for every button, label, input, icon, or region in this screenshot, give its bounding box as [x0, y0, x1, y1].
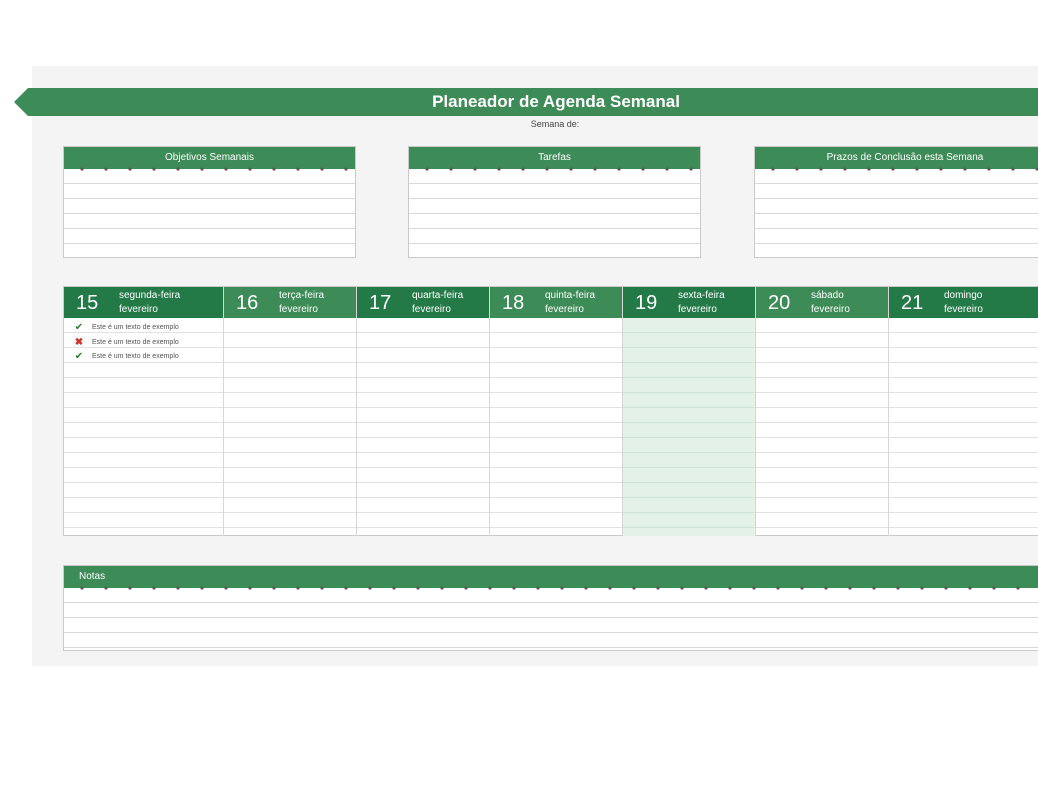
check-icon: ✔	[74, 321, 84, 333]
panel-lines[interactable]	[755, 169, 1038, 257]
panel-lines[interactable]	[64, 169, 355, 257]
day-number: 15	[76, 292, 99, 314]
day-header	[889, 287, 1038, 318]
day-number: 16	[236, 292, 259, 314]
day-header	[224, 287, 356, 318]
day-column-sunday[interactable]	[889, 287, 1038, 536]
task-text: Este é um texto de exemplo	[92, 323, 179, 331]
day-column-thursday[interactable]	[490, 287, 623, 536]
cross-icon: ✖	[74, 336, 84, 348]
notes-lines[interactable]	[64, 588, 1038, 650]
panel-weekly-goals[interactable]	[63, 146, 356, 258]
day-weekday: domingo	[944, 290, 983, 301]
day-body[interactable]	[357, 318, 489, 536]
panel-deadlines[interactable]	[754, 146, 1038, 258]
day-month: fevereiro	[279, 304, 318, 315]
day-month: fevereiro	[412, 304, 451, 315]
notes-title: Notas	[64, 566, 1038, 588]
day-number: 17	[369, 292, 392, 314]
day-column-saturday[interactable]	[756, 287, 889, 536]
check-icon: ✔	[74, 350, 84, 362]
day-header	[490, 287, 622, 318]
day-header	[756, 287, 888, 318]
panel-tasks[interactable]	[408, 146, 701, 258]
day-body[interactable]	[756, 318, 888, 536]
day-number: 18	[502, 292, 525, 314]
day-header	[64, 287, 223, 318]
panel-deadlines-title: Prazos de Conclusão esta Semana	[755, 147, 1038, 169]
day-month: fevereiro	[811, 304, 850, 315]
day-column-tuesday[interactable]	[224, 287, 357, 536]
day-column-monday[interactable]	[64, 287, 224, 536]
task-item[interactable]	[72, 320, 179, 334]
day-weekday: sexta-feira	[678, 290, 725, 301]
day-column-friday[interactable]	[623, 287, 756, 536]
task-item[interactable]	[72, 335, 179, 349]
day-month: fevereiro	[545, 304, 584, 315]
day-month: fevereiro	[119, 304, 158, 315]
week-grid	[63, 286, 1038, 536]
day-weekday: sábado	[811, 290, 844, 301]
panel-weekly-goals-title: Objetivos Semanais	[64, 147, 355, 169]
day-column-wednesday[interactable]	[357, 287, 490, 536]
day-weekday: quinta-feira	[545, 290, 596, 301]
day-header	[357, 287, 489, 318]
day-weekday: segunda-feira	[119, 290, 181, 301]
day-header	[623, 287, 755, 318]
day-month: fevereiro	[678, 304, 717, 315]
task-text: Este é um texto de exemplo	[92, 352, 179, 360]
task-item[interactable]	[72, 349, 179, 363]
task-text: Este é um texto de exemplo	[92, 338, 179, 346]
day-number: 20	[768, 292, 791, 314]
panel-tasks-title: Tarefas	[409, 147, 700, 169]
day-body[interactable]	[889, 318, 1038, 536]
day-number: 21	[901, 292, 924, 314]
panel-lines[interactable]	[409, 169, 700, 257]
day-weekday: quarta-feira	[412, 290, 464, 301]
week-label[interactable]: Semana de:	[530, 119, 580, 129]
day-body-highlighted[interactable]	[623, 318, 755, 536]
page-title: Planeador de Agenda Semanal	[432, 92, 680, 111]
day-month: fevereiro	[944, 304, 983, 315]
day-body[interactable]	[490, 318, 622, 536]
day-body[interactable]	[224, 318, 356, 536]
day-number: 19	[635, 292, 658, 314]
day-weekday: terça-feira	[279, 290, 325, 301]
day-body[interactable]	[64, 318, 223, 536]
notes-panel[interactable]	[63, 565, 1038, 651]
